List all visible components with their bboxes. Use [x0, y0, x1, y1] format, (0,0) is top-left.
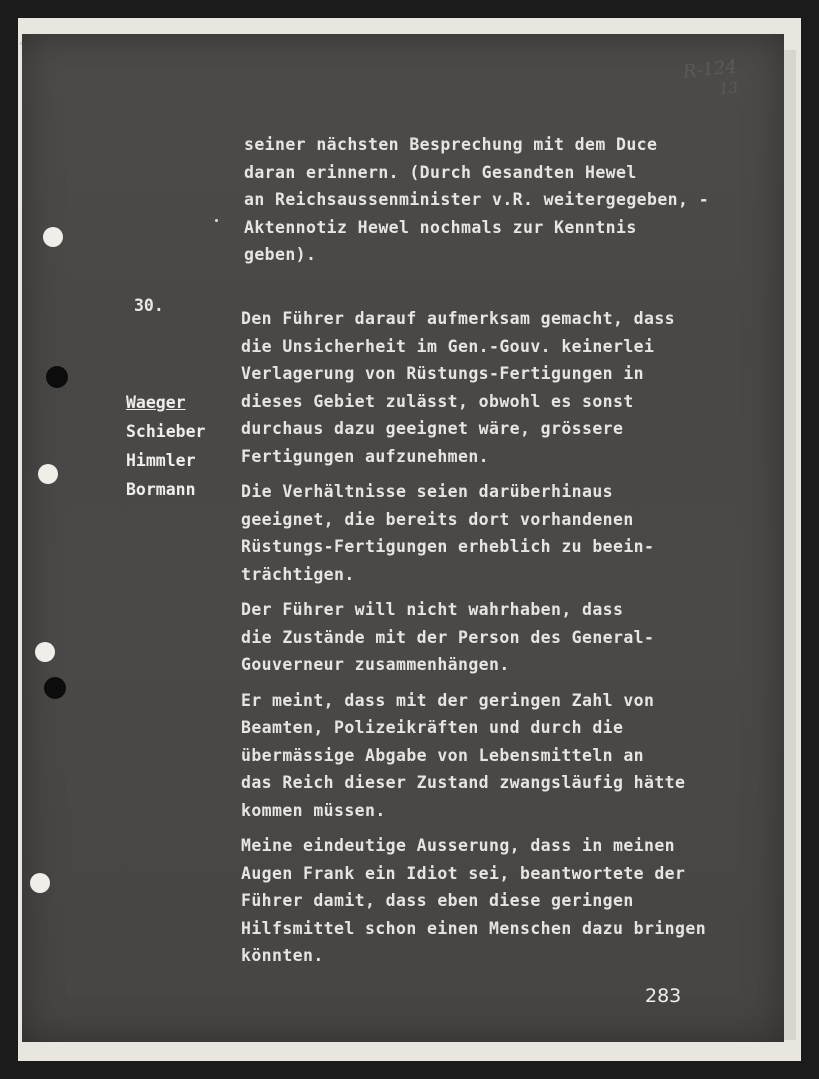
sheet-right-edge [784, 50, 796, 1040]
punch-hole [38, 464, 58, 484]
name-entry: Himmler [126, 451, 196, 470]
archive-reference-annotation [682, 57, 740, 102]
text-line: kommen müssen. [241, 800, 386, 820]
page-number: 283 [645, 985, 682, 1007]
distribution-names [126, 388, 205, 504]
text-line: durchaus dazu geeignet wäre, grössere [241, 419, 624, 438]
paragraph [241, 305, 706, 470]
text-line: an Reichsaussenminister v.R. weitergegeben, - [244, 190, 710, 209]
item-body [241, 305, 706, 970]
archive-code: R-124 [681, 56, 738, 83]
name-entry: Waeger [126, 393, 186, 412]
punch-hole [44, 677, 66, 699]
paragraph [241, 478, 706, 588]
text-line: Hilfsmittel schon einen Menschen dazu bringen [241, 918, 707, 938]
text-line: Meine eindeutige Ausserung, dass in meinen [241, 836, 676, 855]
text-line: das Reich dieser Zustand zwangsläufig hätte [241, 773, 686, 792]
text-line: daran erinnern. (Durch Gesandten Hewel [244, 162, 637, 182]
text-line: die Unsicherheit im Gen.-Gouv. keinerlei [241, 336, 655, 356]
paragraph [241, 832, 706, 970]
text-line: Führer damit, dass eben diese geringen [241, 891, 634, 910]
text-line: geeignet, die bereits dort vorhandenen [241, 509, 634, 529]
text-line: Aktennotiz Hewel nochmals zur Kenntnis [244, 217, 637, 237]
name-entry: Schieber [126, 422, 206, 441]
punch-hole [43, 227, 63, 247]
paragraph [241, 687, 706, 825]
text-line: Beamten, Polizeikräften und durch die [241, 718, 624, 737]
text-line: seiner nächsten Besprechung mit dem Duce [244, 135, 658, 154]
text-line: Augen Frank ein Idiot sei, beantwortete der [241, 863, 686, 883]
text-line: geben). [244, 245, 317, 264]
archive-folio: 13 [718, 78, 739, 99]
text-line: trächtigen. [241, 564, 355, 584]
text-line: übermässige Abgabe von Lebensmitteln an [241, 745, 645, 765]
text-line: Der Führer will nicht wahrhaben, dass [241, 600, 624, 619]
text-line: Den Führer darauf aufmerksam gemacht, dass [241, 309, 676, 328]
text-line: Fertigungen aufzunehmen. [241, 446, 490, 466]
margin-mark [215, 219, 218, 222]
text-line: Rüstungs-Fertigungen erheblich zu beein- [241, 537, 655, 556]
punch-hole [35, 642, 55, 662]
text-line: Gouverneur zusammenhängen. [241, 655, 510, 674]
text-line: Die Verhältnisse seien darüberhinaus [241, 482, 614, 501]
text-line: Er meint, dass mit der geringen Zahl von [241, 690, 655, 710]
paragraph [241, 596, 706, 679]
punch-hole [30, 873, 50, 893]
intro-paragraph [244, 131, 709, 269]
text-line: die Zustände mit der Person des General- [241, 627, 655, 647]
text-line: dieses Gebiet zulässt, obwohl es sonst [241, 391, 634, 411]
text-line: könnten. [241, 946, 324, 965]
name-entry: Bormann [126, 480, 196, 499]
text-line: Verlagerung von Rüstungs-Fertigungen in [241, 364, 645, 383]
punch-hole [46, 366, 68, 388]
item-number: 30. [134, 296, 164, 315]
